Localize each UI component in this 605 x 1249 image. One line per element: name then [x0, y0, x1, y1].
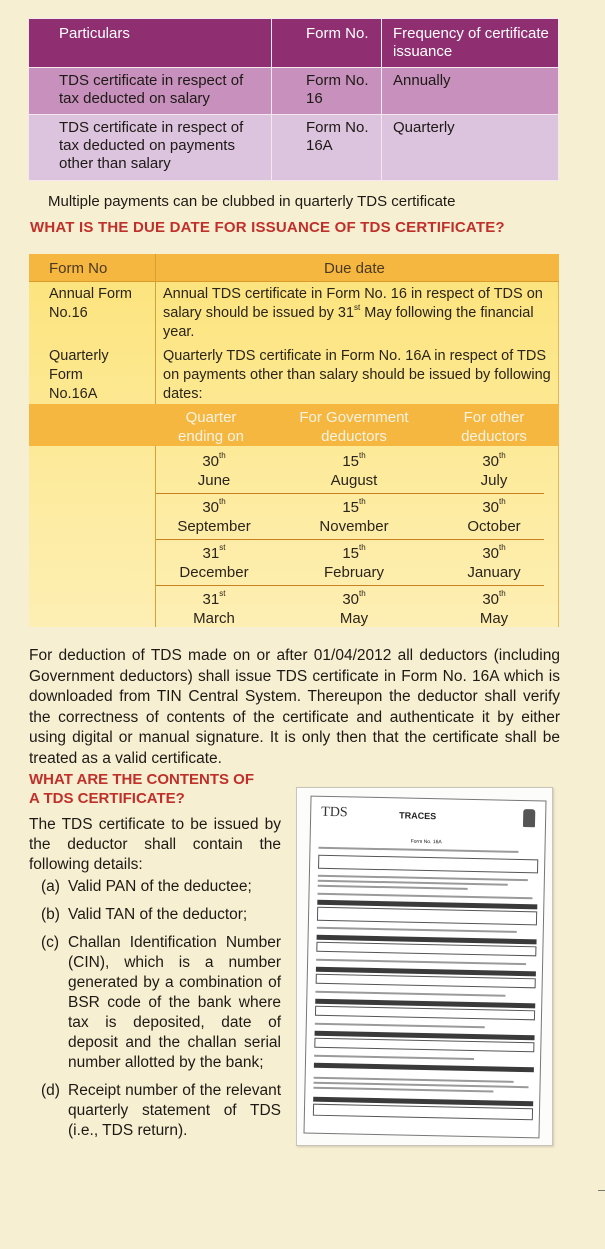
- certificate-type-table: [28, 18, 559, 181]
- day: 15: [342, 545, 359, 562]
- certificate-line: [317, 893, 532, 900]
- day-suffix: st: [219, 589, 226, 598]
- quarterly-due-text: Quarterly TDS certificate in Form No. 16A in respect of TDS on payments other than salary should be issued by following dates:: [163, 348, 551, 402]
- certificate-sheet: [303, 796, 546, 1139]
- page-edge-mark: [598, 1190, 605, 1191]
- day: 30: [342, 591, 359, 608]
- certificate-line: [316, 974, 536, 989]
- day-suffix: th: [359, 589, 366, 598]
- annual-form-label: Annual Form No.16: [49, 286, 133, 321]
- quarter-header-ending: Quarter ending on: [178, 409, 244, 445]
- month: October: [467, 518, 521, 535]
- day: 15: [342, 499, 359, 516]
- header-particulars: Particulars: [29, 19, 272, 68]
- clubbing-note: Multiple payments can be clubbed in quarterly TDS certificate: [48, 193, 456, 210]
- form16a-certificate-image: [296, 787, 553, 1146]
- quarter-header-government: For Government deductors: [299, 409, 409, 445]
- day-suffix: th: [359, 543, 366, 552]
- quarter-ending-cell: [166, 498, 262, 536]
- contents-heading-line2: A TDS CERTIFICATE?: [29, 790, 185, 807]
- day: 30: [482, 545, 499, 562]
- other-due-cell: [439, 452, 549, 490]
- due-date-heading: WHAT IS THE DUE DATE FOR ISSUANCE OF TDS CERTIFICATE?: [30, 219, 505, 236]
- government-due-cell: [279, 452, 429, 490]
- day-suffix: th: [499, 451, 506, 460]
- quarter-row: [156, 540, 544, 586]
- quarter-row: [156, 586, 544, 632]
- certificate-line: [316, 959, 526, 965]
- day-suffix: th: [219, 497, 226, 506]
- certificate-line: [315, 991, 505, 997]
- quarter-row: [156, 494, 544, 540]
- day-suffix: th: [499, 497, 506, 506]
- traces-brand: TRACES: [399, 810, 437, 822]
- quarter-ending-cell: [166, 452, 262, 490]
- annual-due-text: [163, 285, 553, 342]
- annual-due-text-part2: May following the financial year.: [163, 305, 534, 340]
- cell-frequency: Quarterly: [382, 115, 559, 181]
- list-item: [41, 877, 281, 897]
- day-suffix: th: [359, 451, 366, 460]
- item-label: (c): [41, 934, 60, 951]
- day: 31: [202, 545, 220, 562]
- list-item: [41, 933, 281, 1073]
- cell-form-no: Form No. 16: [272, 68, 382, 115]
- government-due-cell: [279, 590, 429, 628]
- other-due-cell: [439, 590, 549, 628]
- item-text: Valid TAN of the deductor;: [68, 906, 248, 923]
- certificate-line: [318, 855, 538, 874]
- month: June: [197, 472, 231, 489]
- item-label: (a): [41, 878, 60, 895]
- quarter-header-row: [29, 404, 559, 446]
- quarterly-form-label: Quarterly Form No.16A: [49, 348, 109, 402]
- quarter-header-other: For other deductors: [461, 409, 527, 445]
- certificate-line: [316, 942, 536, 957]
- quarter-ending-cell: [166, 590, 262, 628]
- table-header-row: [29, 19, 559, 68]
- month: January: [467, 564, 521, 581]
- contents-intro: The TDS certificate to be issued by the deductor shall contain the following details:: [29, 816, 281, 873]
- header-frequency: Frequency of certificate issuance: [382, 19, 559, 68]
- day: 30: [202, 453, 219, 470]
- cell-particulars: TDS certificate in respect of tax deducted on salary: [29, 68, 272, 115]
- list-item: [41, 905, 281, 925]
- cell-particulars: TDS certificate in respect of tax deducted on payments other than salary: [29, 115, 272, 181]
- month: December: [179, 564, 249, 581]
- day: 31: [202, 591, 220, 608]
- day: 15: [342, 453, 359, 470]
- certificate-line: [315, 1023, 485, 1029]
- table-row: [29, 115, 559, 181]
- day-suffix: th: [219, 451, 226, 460]
- certificate-line: [314, 1055, 474, 1060]
- table-row: [29, 68, 559, 115]
- day: 30: [482, 453, 499, 470]
- certificate-line: [315, 1006, 535, 1021]
- list-item: [41, 1081, 281, 1141]
- day-suffix: th: [359, 497, 366, 506]
- day-suffix: th: [499, 543, 506, 552]
- month: August: [330, 472, 378, 489]
- item-label: (b): [41, 906, 60, 923]
- annual-due-text-part1: Annual TDS certificate in Form No. 16 in respect of TDS on salary should be issued by 31: [163, 286, 543, 321]
- contents-heading: [29, 770, 254, 808]
- month: February: [323, 564, 385, 581]
- certificate-line: [313, 1087, 493, 1093]
- certificate-title: Form No. 16A: [410, 838, 442, 846]
- cell-frequency: Annually: [382, 68, 559, 115]
- certificate-line: [318, 847, 518, 853]
- header-form-no: Form No.: [272, 19, 382, 68]
- item-label: (d): [41, 1082, 60, 1099]
- form16a-paragraph: For deduction of TDS made on or after 01/04/2012 all deductors (including Government deductors) shall issue TDS certificate in Form No. 16A which is downloaded from TIN Central System. Thereupon the deductor shall verify the correctness of contents of the certificate and authenticate it by either using digital or manual signature. It is only then that the certificate shall be treated as a valid certificate.: [29, 647, 560, 767]
- emblem-icon: [523, 809, 535, 827]
- item-text: Valid PAN of the deductee;: [68, 878, 252, 895]
- due-date-table-header: [29, 254, 559, 282]
- certificate-line: [318, 885, 468, 890]
- item-text: Receipt number of the relevant quarterly statement of TDS (i.e., TDS return).: [68, 1082, 281, 1139]
- contents-list: [41, 877, 281, 1149]
- government-due-cell: [279, 544, 429, 582]
- month: May: [339, 610, 369, 627]
- certificate-line: [317, 907, 537, 926]
- month: May: [479, 610, 509, 627]
- tds-logo: TDS: [321, 804, 348, 821]
- quarter-ending-cell: [166, 544, 262, 582]
- due-date-table: [29, 254, 559, 627]
- government-due-cell: [279, 498, 429, 536]
- day-suffix: th: [499, 589, 506, 598]
- certificate-line: [313, 1104, 533, 1121]
- other-due-cell: [439, 544, 549, 582]
- quarter-row: [156, 448, 544, 494]
- month: November: [319, 518, 389, 535]
- annual-due-sup: st: [354, 303, 361, 312]
- certificate-line: [314, 1038, 534, 1053]
- day-suffix: st: [219, 543, 226, 552]
- item-text: Challan Identification Number (CIN), which is a number generated by a combination of BSR code of the bank where tax is deposited, date of deposit and the challan serial number allotted by the bank;: [68, 934, 281, 1071]
- cell-form-no: Form No. 16A: [272, 115, 382, 181]
- day: 30: [482, 499, 499, 516]
- certificate-line: [314, 1063, 534, 1073]
- other-due-cell: [439, 498, 549, 536]
- month: March: [193, 610, 235, 627]
- header-form-no: Form No: [49, 260, 108, 277]
- header-due-date: Due date: [324, 260, 385, 277]
- month: July: [480, 472, 508, 489]
- certificate-line: [317, 927, 517, 933]
- month: September: [177, 518, 251, 535]
- contents-heading-line1: WHAT ARE THE CONTENTS OF: [29, 771, 254, 788]
- day: 30: [482, 591, 499, 608]
- certificate-body: [312, 797, 546, 802]
- day: 30: [202, 499, 219, 516]
